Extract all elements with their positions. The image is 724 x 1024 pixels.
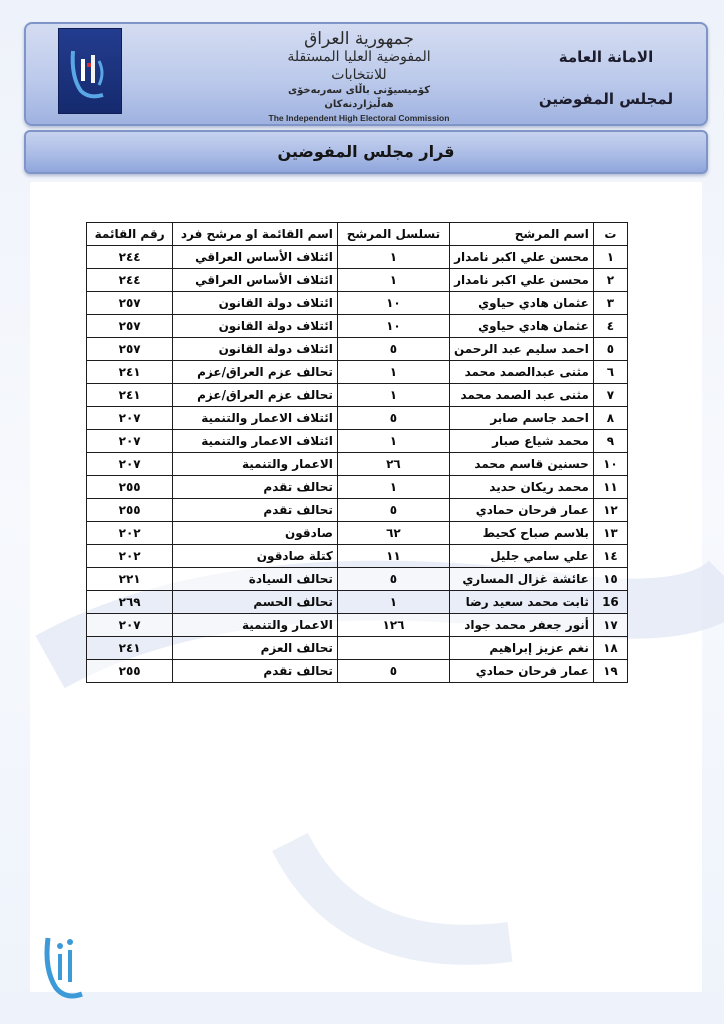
cell-candidate-sequence: ١ (337, 361, 449, 384)
cell-list-name: ائتلاف دولة القانون (173, 292, 338, 315)
document-title: قرار مجلس المفوضين (24, 130, 708, 174)
cell-list-number: ٢٥٧ (87, 292, 173, 315)
table-header-row (87, 223, 628, 246)
cell-list-name: تحالف السيادة (173, 568, 338, 591)
cell-list-number: ٢٤١ (87, 361, 173, 384)
cell-list-name: تحالف عزم العراق/عزم (173, 361, 338, 384)
cell-no: ٢ (593, 269, 627, 292)
cell-candidate-name: محمد ريكان حديد (449, 476, 593, 499)
cell-no: ٥ (593, 338, 627, 361)
table-row (87, 315, 628, 338)
cell-candidate-name: عمار فرحان حمادي (449, 499, 593, 522)
table-row (87, 545, 628, 568)
table-row (87, 499, 628, 522)
cell-candidate-sequence: ١ (337, 269, 449, 292)
cell-candidate-sequence: ٥ (337, 338, 449, 361)
cell-candidate-sequence: ٥ (337, 660, 449, 683)
cell-candidate-name: أنور جعفر محمد جواد (449, 614, 593, 637)
cell-list-name: تحالف تقدم (173, 660, 338, 683)
cell-list-number: ٢٤١ (87, 384, 173, 407)
table-row (87, 430, 628, 453)
cell-list-number: ٢٤٤ (87, 246, 173, 269)
cell-candidate-name: محسن علي اكبر نامدار (449, 246, 593, 269)
cell-candidate-name: عمار فرحان حمادي (449, 660, 593, 683)
cell-no: ٧ (593, 384, 627, 407)
cell-list-number: ٢٥٥ (87, 660, 173, 683)
cell-no: ٩ (593, 430, 627, 453)
cell-no: ٤ (593, 315, 627, 338)
cell-candidate-name: مثنى عبدالصمد محمد (449, 361, 593, 384)
table-row (87, 269, 628, 292)
cell-no: ١٧ (593, 614, 627, 637)
cell-list-number: ٢٠٧ (87, 453, 173, 476)
cell-candidate-sequence: ٥ (337, 499, 449, 522)
cell-candidate-name: ثابت محمد سعيد رضا (449, 591, 593, 614)
cell-list-name: تحالف تقدم (173, 476, 338, 499)
cell-list-name: تحالف الحسم (173, 591, 338, 614)
cell-candidate-name: محمد شياع صبار (449, 430, 593, 453)
table-row (87, 384, 628, 407)
corner-logo-icon (40, 920, 88, 1010)
cell-list-number: ٢٥٧ (87, 315, 173, 338)
cell-list-name: ائتلاف الاعمار والتنمية (173, 407, 338, 430)
cell-no: ١ (593, 246, 627, 269)
table-row (87, 338, 628, 361)
cell-list-name: ائتلاف دولة القانون (173, 315, 338, 338)
cell-candidate-sequence: ٥ (337, 407, 449, 430)
cell-candidate-name: عثمان هادي حياوي (449, 315, 593, 338)
cell-candidate-sequence: ١ (337, 430, 449, 453)
cell-no: ٨ (593, 407, 627, 430)
ihec-logo (58, 28, 122, 114)
cell-list-name: تحالف تقدم (173, 499, 338, 522)
cell-no: ١٨ (593, 637, 627, 660)
table-row (87, 660, 628, 683)
cell-candidate-name: عائشة غزال المساري (449, 568, 593, 591)
cell-list-name: ائتلاف دولة القانون (173, 338, 338, 361)
cell-candidate-sequence: ١٠ (337, 315, 449, 338)
table-row (87, 476, 628, 499)
cell-list-name: كتلة صادقون (173, 545, 338, 568)
cell-no: ٦ (593, 361, 627, 384)
cell-candidate-sequence (337, 637, 449, 660)
commission-emblem (264, 29, 454, 123)
cell-candidate-name: احمد سليم عبد الرحمن (449, 338, 593, 361)
cell-no: ١٢ (593, 499, 627, 522)
cell-list-number: ٢٦٩ (87, 591, 173, 614)
commission-name-arabic: المفوضية العليا المستقلة للانتخابات (287, 49, 431, 83)
table-row (87, 568, 628, 591)
cell-candidate-sequence: ٥ (337, 568, 449, 591)
cell-list-number: ٢٠٧ (87, 407, 173, 430)
cell-list-name: الاعمار والتنمية (173, 453, 338, 476)
cell-no: ١٩ (593, 660, 627, 683)
cell-list-number: ٢٥٥ (87, 499, 173, 522)
table-row (87, 614, 628, 637)
cell-list-number: ٢٥٥ (87, 476, 173, 499)
candidates-table (86, 222, 628, 683)
cell-list-name: صادقون (173, 522, 338, 545)
cell-no: ١٤ (593, 545, 627, 568)
cell-no: ١٠ (593, 453, 627, 476)
department-line-2: لمجلس المفوضين (538, 90, 674, 108)
header-list-name: اسم القائمة او مرشح فرد (173, 223, 338, 246)
commission-name-kurdish: كۆمیسیۆنی باڵای سەربەخۆی هەڵبژاردنەکان (287, 85, 431, 110)
cell-list-name: ائتلاف الأساس العراقي (173, 269, 338, 292)
table-row (87, 591, 628, 614)
cell-list-name: ائتلاف الأساس العراقي (173, 246, 338, 269)
cell-list-number: ٢٢١ (87, 568, 173, 591)
cell-no: 16 (593, 591, 627, 614)
cell-candidate-sequence: ١٢٦ (337, 614, 449, 637)
cell-list-number: ٢٤٤ (87, 269, 173, 292)
cell-list-number: ٢٠٧ (87, 430, 173, 453)
header-list-number: رقم القائمة (87, 223, 173, 246)
table-row (87, 453, 628, 476)
cell-candidate-sequence: ١١ (337, 545, 449, 568)
cell-no: ١٥ (593, 568, 627, 591)
cell-candidate-sequence: ١ (337, 246, 449, 269)
department-label (536, 36, 676, 120)
cell-candidate-name: حسنين قاسم محمد (449, 453, 593, 476)
header-candidate-sequence: تسلسل المرشح (337, 223, 449, 246)
table-row (87, 407, 628, 430)
header-candidate-name: اسم المرشح (449, 223, 593, 246)
commission-name-english: The Independent High Electoral Commission (268, 113, 450, 123)
department-line-1: الامانة العامة (558, 48, 654, 66)
cell-candidate-name: بلاسم صباح كحيط (449, 522, 593, 545)
cell-no: ٣ (593, 292, 627, 315)
table-row (87, 522, 628, 545)
table-row (87, 361, 628, 384)
cell-candidate-name: علي سامي جليل (449, 545, 593, 568)
cell-candidate-name: مثنى عبد الصمد محمد (449, 384, 593, 407)
cell-no: ١١ (593, 476, 627, 499)
country-name: جمهورية العراق (304, 29, 414, 49)
cell-candidate-name: احمد جاسم صابر (449, 407, 593, 430)
header-no: ت (593, 223, 627, 246)
cell-list-name: تحالف عزم العراق/عزم (173, 384, 338, 407)
cell-list-number: ٢٠٢ (87, 522, 173, 545)
cell-candidate-sequence: ١ (337, 384, 449, 407)
cell-list-number: ٢٠٧ (87, 614, 173, 637)
cell-list-name: ائتلاف الاعمار والتنمية (173, 430, 338, 453)
cell-list-number: ٢٥٧ (87, 338, 173, 361)
cell-candidate-name: عثمان هادي حياوي (449, 292, 593, 315)
cell-candidate-name: نغم عزيز إبراهيم (449, 637, 593, 660)
cell-candidate-name: محسن علي اكبر نامدار (449, 269, 593, 292)
cell-list-number: ٢٤١ (87, 637, 173, 660)
cell-list-name: الاعمار والتنمية (173, 614, 338, 637)
cell-list-name: تحالف العزم (173, 637, 338, 660)
cell-candidate-sequence: ٦٢ (337, 522, 449, 545)
cell-candidate-sequence: ١ (337, 591, 449, 614)
cell-list-number: ٢٠٢ (87, 545, 173, 568)
table-row (87, 637, 628, 660)
cell-candidate-sequence: ١ (337, 476, 449, 499)
cell-no: ١٣ (593, 522, 627, 545)
cell-candidate-sequence: ١٠ (337, 292, 449, 315)
table-row (87, 292, 628, 315)
cell-candidate-sequence: ٢٦ (337, 453, 449, 476)
table-row (87, 246, 628, 269)
